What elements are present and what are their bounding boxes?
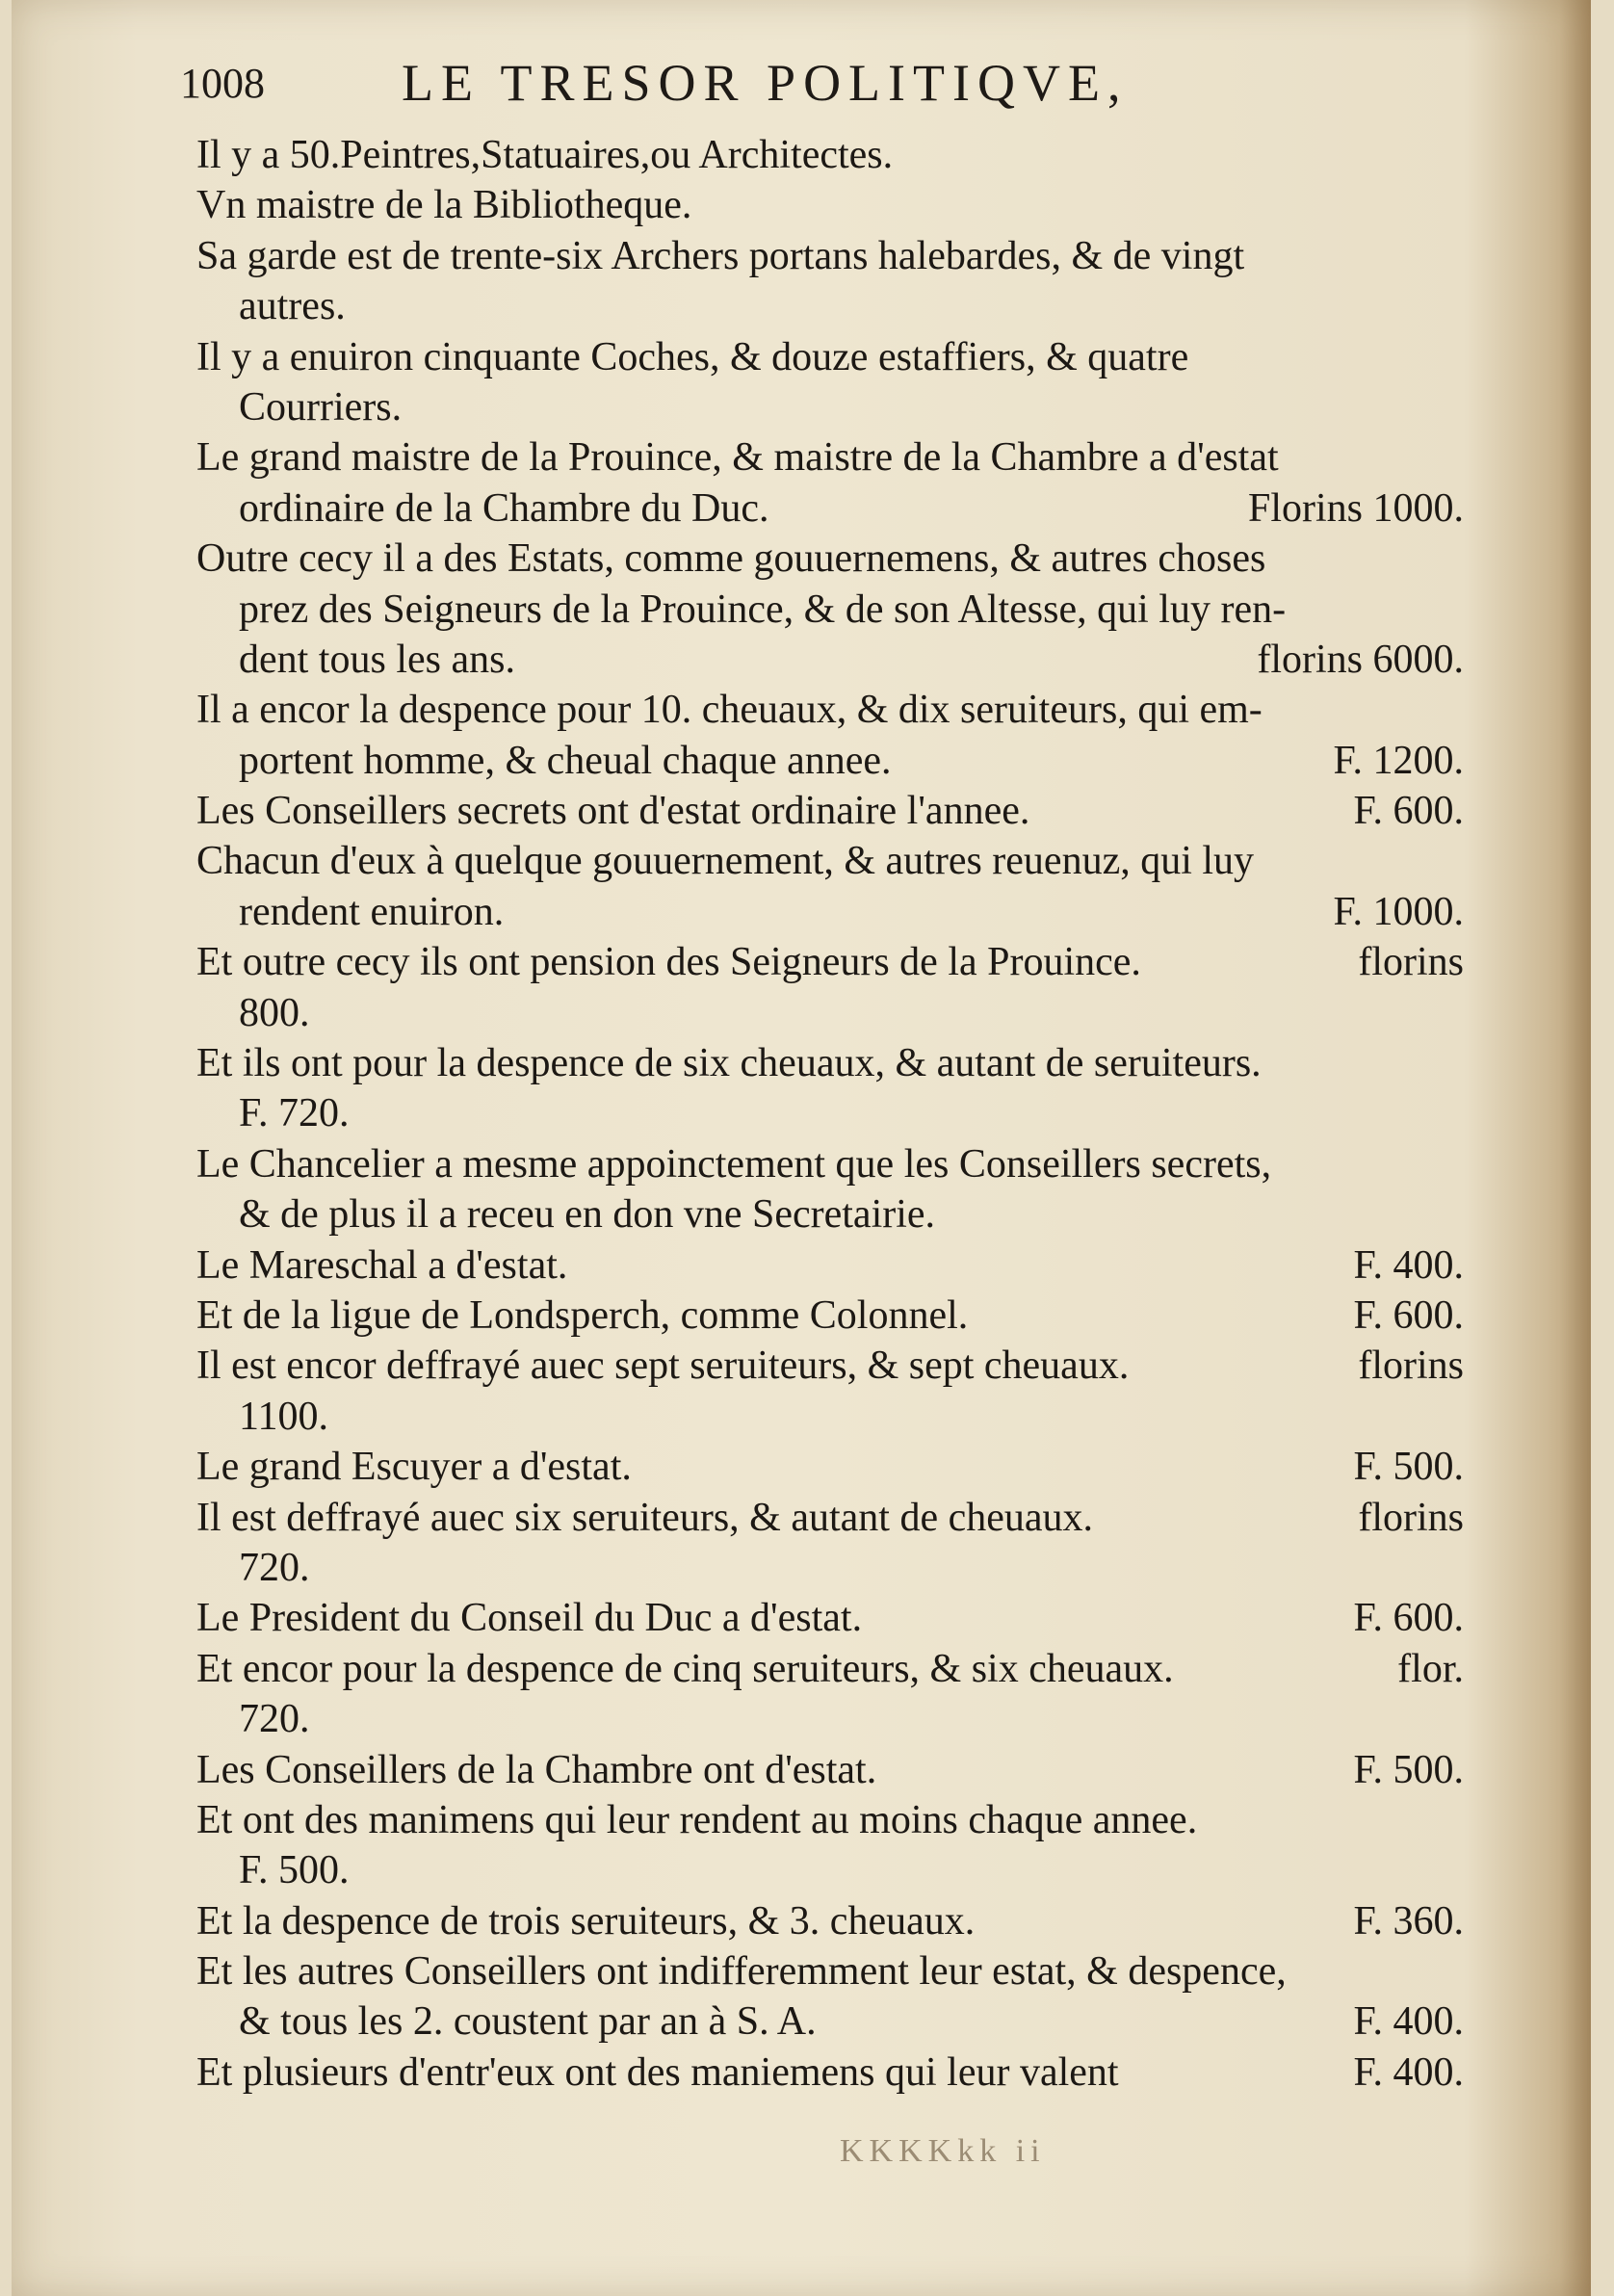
signature-mark: KKKKkk ii (840, 2133, 1046, 2169)
amount: Florins 1000. (1247, 485, 1464, 531)
text-line: portent homme, & cheual chaque annee. (239, 738, 892, 783)
text-line: Les Conseillers secrets ont d'estat ordinaire l'annee. (196, 789, 1030, 834)
text-entry (196, 1493, 1464, 1594)
text-entry (196, 937, 1464, 1038)
text-line: Le Chancelier a mesme appoinctement que les Conseillers secrets, (196, 1141, 1272, 1187)
text-line: Et de la ligue de Londsperch, comme Colonnel. (196, 1292, 969, 1338)
amount: F. 360. (1353, 1898, 1464, 1944)
text-line: Il est deffrayé auec six seruiteurs, & autant de cheuaux. (196, 1495, 1094, 1540)
text-line: dent tous les ans. (239, 637, 515, 682)
amount: florins (1358, 1344, 1464, 1389)
body-text (196, 130, 1464, 2098)
text-line: autres. (239, 284, 346, 329)
amount: F. 400. (1353, 2049, 1464, 2095)
text-entry (196, 534, 1464, 685)
text-line: Le grand maistre de la Prouince, & maistre de la Chambre a d'estat (196, 435, 1279, 481)
text-line: F. 500. (239, 1848, 350, 1893)
text-line: Le President du Conseil du Duc a d'estat. (196, 1596, 863, 1641)
text-line: 720. (239, 1545, 310, 1590)
text-entry (196, 1341, 1464, 1442)
text-line: Et ils ont pour la despence de six cheuaux, & autant de seruiteurs. (196, 1041, 1262, 1086)
book-page (12, 0, 1591, 2296)
text-entry (196, 1946, 1464, 2048)
text-line: Le grand Escuyer a d'estat. (196, 1445, 632, 1490)
page-header (180, 53, 1471, 120)
text-line: F. 720. (239, 1091, 350, 1136)
text-line: Les Conseillers de la Chambre ont d'estat. (196, 1747, 877, 1792)
text-line: Et plusieurs d'entr'eux ont des maniemens qui leur valent (196, 2049, 1119, 2095)
text-line: Vn maistre de la Bibliotheque. (196, 183, 692, 228)
text-line: 800. (239, 990, 310, 1035)
text-entry (196, 231, 1464, 332)
text-line: Et encor pour la despence de cinq seruiteurs, & six cheuaux. (196, 1646, 1174, 1691)
text-entry (196, 1240, 1464, 1291)
text-entry (196, 332, 1464, 433)
text-entry (196, 786, 1464, 836)
text-line: Et ont des manimens qui leur rendent au moins chaque annee. (196, 1797, 1198, 1842)
text-line: Le Mareschal a d'estat. (196, 1242, 568, 1288)
text-entry (196, 1442, 1464, 1492)
text-line: Courriers. (239, 384, 403, 430)
text-line: 720. (239, 1697, 310, 1742)
amount: F. 400. (1353, 1999, 1464, 2045)
text-line: Il est encor deffrayé auec sept seruiteurs, & sept cheuaux. (196, 1344, 1130, 1389)
text-line: rendent enuiron. (239, 889, 505, 934)
amount: F. 500. (1353, 1445, 1464, 1490)
text-line: & tous les 2. coustent par an à S. A. (239, 1999, 817, 2045)
text-entry (196, 130, 1464, 180)
amount: F. 500. (1353, 1747, 1464, 1792)
amount: F. 1200. (1333, 738, 1464, 783)
text-entry (196, 1593, 1464, 1643)
text-line: Il y a 50.Peintres,Statuaires,ou Architectes. (196, 133, 894, 177)
text-line: prez des Seigneurs de la Prouince, & de son Altesse, qui luy ren- (239, 587, 1287, 632)
amount: F. 1000. (1333, 889, 1464, 934)
text-line: & de plus il a receu en don vne Secretairie. (239, 1192, 936, 1238)
text-line: Chacun d'eux à quelque gouuernement, & autres reuenuz, qui luy (196, 839, 1255, 884)
amount: F. 600. (1353, 1292, 1464, 1338)
text-entry (196, 2048, 1464, 2098)
text-entry (196, 1896, 1464, 1946)
text-line: Il a encor la despence pour 10. cheuaux, & dix seruiteurs, qui em- (196, 688, 1263, 733)
text-entry (196, 180, 1464, 230)
text-entry (196, 836, 1464, 937)
text-line: Et les autres Conseillers ont indifferemment leur estat, & despence, (196, 1949, 1287, 1995)
amount: F. 400. (1353, 1242, 1464, 1288)
text-entry (196, 1644, 1464, 1745)
text-entry (196, 1745, 1464, 1795)
text-entry (196, 1038, 1464, 1139)
amount: florins (1358, 1495, 1464, 1540)
text-line: Sa garde est de trente-six Archers portans halebardes, & de vingt (196, 233, 1245, 278)
text-line: Et outre cecy ils ont pension des Seigneurs de la Prouince. (196, 940, 1141, 985)
text-line: Il y a enuiron cinquante Coches, & douze estaffiers, & quatre (196, 334, 1189, 379)
amount: florins (1358, 940, 1464, 985)
amount: florins 6000. (1257, 637, 1464, 682)
text-entry (196, 685, 1464, 786)
text-line: Et la despence de trois seruiteurs, & 3. cheuaux. (196, 1898, 976, 1944)
text-entry (196, 432, 1464, 534)
amount: F. 600. (1353, 1596, 1464, 1641)
text-line: 1100. (239, 1394, 328, 1439)
text-entry (196, 1139, 1464, 1240)
text-entry (196, 1795, 1464, 1896)
text-line: ordinaire de la Chambre du Duc. (239, 485, 769, 531)
page-number: 1008 (180, 60, 265, 107)
text-entry (196, 1291, 1464, 1341)
running-title: LE TRESOR POLITIQVE, (402, 54, 1129, 112)
amount: flor. (1397, 1646, 1464, 1691)
amount: F. 600. (1353, 789, 1464, 834)
text-line: Outre cecy il a des Estats, comme gouuernemens, & autres choses (196, 536, 1266, 582)
